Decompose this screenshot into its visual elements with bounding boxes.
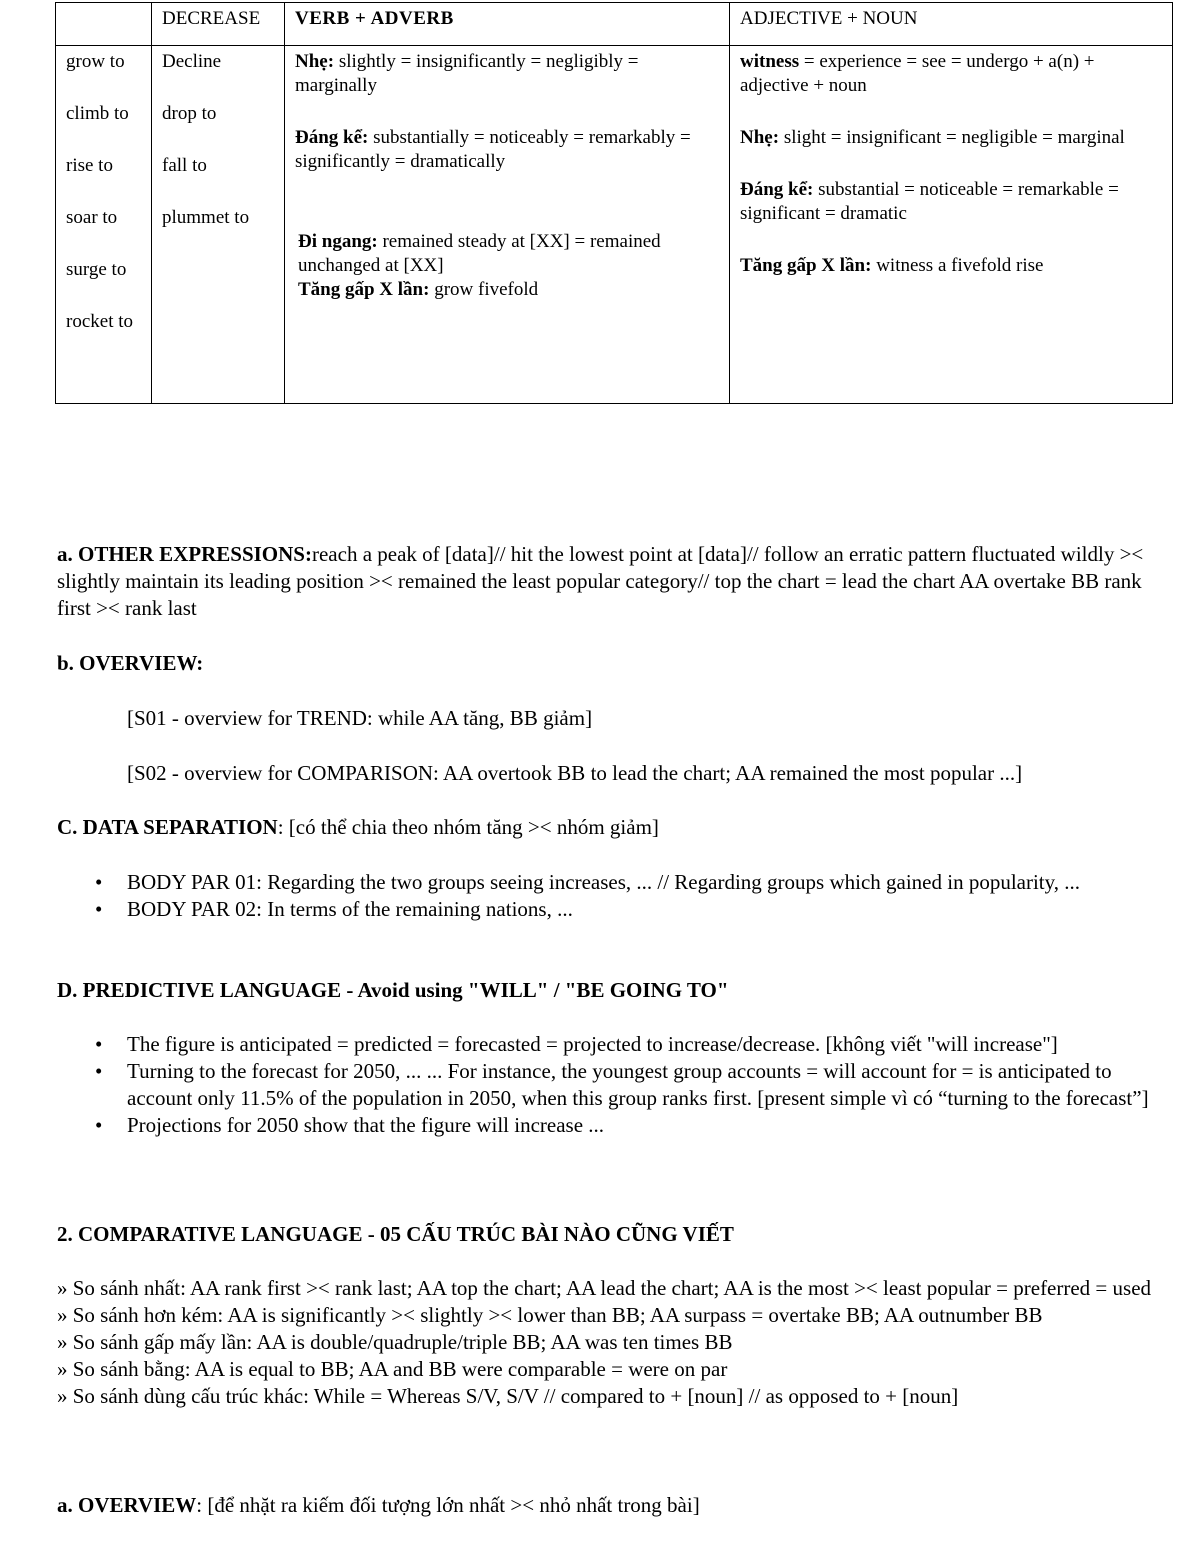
table-body-row (56, 46, 1173, 404)
adjective-noun-cell (730, 46, 1173, 404)
comparative-line: » So sánh dùng cấu trúc khác: While = Whereas S/V, S/V // compared to + [noun] // as opposed to + [noun] (57, 1384, 959, 1408)
data-separation-list (95, 869, 1170, 923)
overview-2-heading: a. OVERVIEW: [để nhặt ra kiếm đối tượng lớn nhất >< nhỏ nhất trong bài] (57, 1493, 700, 1517)
comparative-heading: 2. COMPARATIVE LANGUAGE - 05 CẤU TRÚC BÀI NÀO CŨNG VIẾT (57, 1222, 734, 1246)
fold-increase-noun: Tăng gấp X lần: witness a fivefold rise (740, 255, 1044, 276)
comparative-line: » So sánh nhất: AA rank first >< rank last; AA top the chart; AA lead the chart; AA is the most >< least popular = preferred = used (57, 1276, 1152, 1300)
significant-adverbs: Đáng kể: substantially = noticeably = remarkably = significantly = dramatically (295, 127, 691, 172)
increase-verb: grow to (66, 51, 125, 72)
data-separation-heading: C. DATA SEPARATION: [có thể chia theo nhóm tăng >< nhóm giảm] (57, 815, 659, 839)
decrease-verb: Decline (162, 51, 222, 72)
decrease-verbs-cell (152, 46, 285, 404)
overview-s01: [S01 - overview for TREND: while AA tăng, BB giảm] (127, 706, 593, 730)
header-cell-increase (56, 3, 152, 46)
flat-trend: Đi ngang: remained steady at [XX] = remained unchanged at [XX] (298, 231, 661, 276)
increase-verb: rocket to (66, 311, 134, 332)
other-expressions-paragraph: a. OTHER EXPRESSIONS:reach a peak of [data]// hit the lowest point at [data]// follow an erratic pattern fluctuated wildly >< slightly maintain its leading position >< remained the least popular category// top the chart = lead the chart AA overtake BB rank first >< rank last (57, 542, 1144, 620)
header-cell-adjective-noun: ADJECTIVE + NOUN (730, 3, 1173, 46)
increase-verbs-cell (56, 46, 152, 404)
comparative-lines (57, 1275, 1167, 1410)
comparative-line: » So sánh bằng: AA is equal to BB; AA and BB were comparable = were on par (57, 1357, 728, 1381)
header-cell-verb-adverb: VERB + ADVERB (285, 3, 730, 46)
predictive-list (95, 1031, 1170, 1139)
table-header-row (56, 3, 1173, 46)
verb-adverb-cell (285, 46, 730, 404)
slight-adjectives: Nhẹ: slight = insignificant = negligible = marginal (740, 127, 1125, 148)
fold-increase: Tăng gấp X lần: grow fivefold (298, 279, 539, 300)
header-cell-decrease: DECREASE (152, 3, 285, 46)
increase-verb: surge to (66, 259, 127, 280)
increase-verb: rise to (66, 155, 113, 176)
decrease-verb: plummet to (162, 207, 250, 228)
list-item: • Projections for 2050 show that the figure will increase ... (95, 1112, 1170, 1139)
witness-synonyms: witness = experience = see = undergo + a(n) + adjective + noun (740, 51, 1095, 96)
slight-adverbs: Nhẹ: slightly = insignificantly = negligibly = marginally (295, 51, 639, 96)
increase-verb: soar to (66, 207, 118, 228)
increase-verb: climb to (66, 103, 129, 124)
list-item: • The figure is anticipated = predicted = forecasted = projected to increase/decrease. [không viết "will increase"] (95, 1031, 1170, 1058)
vocabulary-table (55, 2, 1173, 404)
overview-heading: b. OVERVIEW: (57, 651, 204, 675)
list-item: • BODY PAR 01: Regarding the two groups seeing increases, ... // Regarding groups which gained in popularity, ... (95, 869, 1170, 896)
decrease-verb: fall to (162, 155, 207, 176)
list-item: • BODY PAR 02: In terms of the remaining nations, ... (95, 896, 1170, 923)
significant-adjectives: Đáng kể: substantial = noticeable = remarkable = significant = dramatic (740, 179, 1119, 224)
overview-s02: [S02 - overview for COMPARISON: AA overtook BB to lead the chart; AA remained the most popular ...] (127, 761, 1023, 785)
list-item: • Turning to the forecast for 2050, ... ... For instance, the youngest group accounts = will account for = is anticipated to account only 11.5% of the population in 2050, when this group ranks first. [present simple vì có “turning to the forecast”] (95, 1058, 1170, 1112)
predictive-heading: D. PREDICTIVE LANGUAGE - Avoid using "WILL" / "BE GOING TO" (57, 978, 729, 1002)
decrease-verb: drop to (162, 103, 217, 124)
comparative-line: » So sánh hơn kém: AA is significantly >< slightly >< lower than BB; AA surpass = overtake BB; AA outnumber BB (57, 1303, 1043, 1327)
comparative-line: » So sánh gấp mấy lần: AA is double/quadruple/triple BB; AA was ten times BB (57, 1330, 733, 1354)
